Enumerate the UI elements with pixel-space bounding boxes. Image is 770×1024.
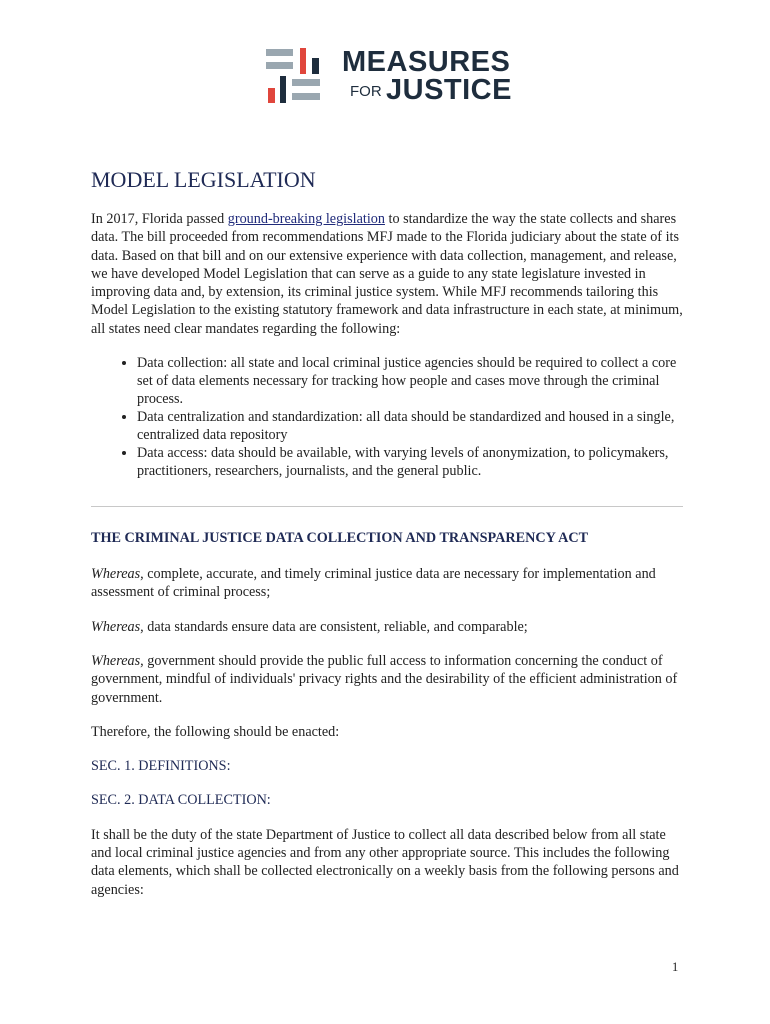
whereas-clause	[91, 652, 683, 707]
intro-paragraph	[91, 210, 683, 338]
ground-breaking-legislation-link[interactable]: ground-breaking legislation	[227, 211, 385, 227]
therefore-clause: Therefore, the following should be enacted:	[91, 723, 340, 740]
logo	[266, 46, 516, 106]
logo-bar	[292, 93, 320, 100]
logo-bar	[292, 79, 320, 86]
whereas-clause	[91, 618, 683, 636]
logo-bar	[266, 62, 293, 69]
page-title: MODEL LEGISLATION	[91, 167, 316, 192]
duty-paragraph: It shall be the duty of the state Department of Justice to collect all data described below from all state and local criminal justice agencies and from any other appropriate source. This includes the following data elements, which shall be collected electronically on a weekly basis from the following persons and agencies:	[91, 826, 679, 898]
whereas-word: Whereas	[91, 652, 141, 669]
logo-bar	[266, 49, 293, 56]
document-body	[91, 166, 683, 915]
section-divider	[91, 506, 683, 507]
whereas-text: , data standards ensure data are consistent, reliable, and comparable;	[140, 618, 528, 635]
logo-word-justice: JUSTICE	[386, 74, 512, 106]
measures-for-justice-logo-mark-icon	[266, 46, 326, 106]
logo-word-measures: MEASURES	[342, 46, 511, 78]
list-item: • Data access: data should be available, with varying levels of anonymization, to policymakers, practitioners, researchers, journalists, and the general public.	[137, 444, 683, 480]
mandates-list	[91, 354, 683, 480]
page-number: 1	[672, 960, 679, 974]
whereas-word: Whereas	[91, 618, 141, 635]
section-2-heading: SEC. 2. DATA COLLECTION:	[91, 792, 271, 809]
whereas-text: , government should provide the public full access to information concerning the conduct of government, mindful of individuals' privacy rights and the desirability of the efficient administration of government.	[91, 652, 678, 706]
logo-bar	[300, 48, 306, 74]
logo-word-for: FOR	[350, 83, 382, 100]
logo-bar	[312, 58, 319, 74]
list-item: • Data centralization and standardization: all data should be standardized and housed in a single, centralized data repository	[137, 408, 683, 444]
logo-bar	[280, 76, 286, 103]
whereas-text: , complete, accurate, and timely criminal justice data are necessary for implementation and assessment of criminal process;	[91, 566, 656, 601]
intro-text-after-link: to standardize the way the state collects and shares data. The bill proceeded from recommendations MFJ made to the Florida judiciary about the state of its data. Based on that bill and on our extensive experience with data collection, management, and release, we have developed Model Legislation that can serve as a guide to any state legislature invested in improving data and, by extension, its criminal justice system. While MFJ recommends tailoring this Model Legislation to the existing statutory framework and data infrastructure in each state, at minimum, all states need clear mandates regarding the following:	[91, 211, 683, 337]
list-item: • Data collection: all state and local criminal justice agencies should be required to collect a core set of data elements necessary for tracking how people and cases move through the criminal process.	[137, 354, 683, 408]
whereas-clause	[91, 565, 683, 602]
intro-text-before-link: In 2017, Florida passed	[91, 211, 228, 227]
act-title: THE CRIMINAL JUSTICE DATA COLLECTION AND TRANSPARENCY ACT	[91, 530, 589, 547]
whereas-word: Whereas	[91, 566, 141, 583]
logo-bar	[268, 88, 275, 103]
section-1-heading: SEC. 1. DEFINITIONS:	[91, 758, 231, 775]
